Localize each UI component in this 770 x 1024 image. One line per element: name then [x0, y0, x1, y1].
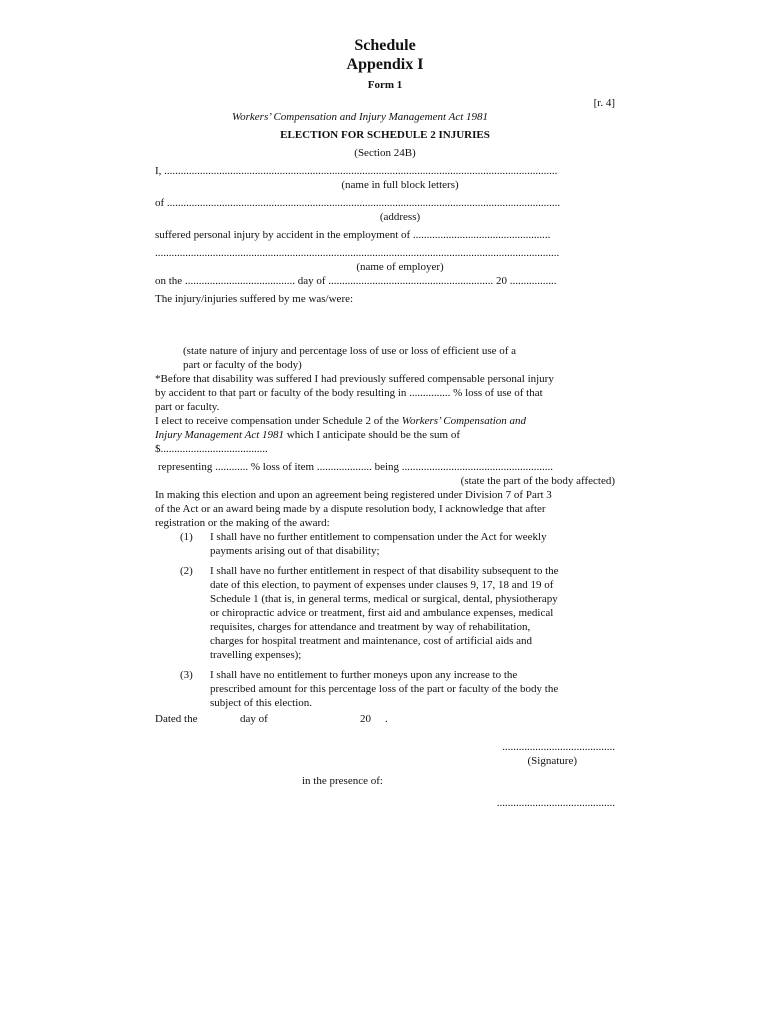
election-title: ELECTION FOR SCHEDULE 2 INJURIES — [280, 129, 490, 141]
injuries-intro: The injury/injuries suffered by me was/were: — [155, 293, 354, 305]
address-caption: (address) — [379, 211, 421, 223]
employer-field[interactable]: ................................................................................................................................................... — [155, 247, 560, 259]
year-label: 20 — [360, 713, 371, 725]
date-period: . — [385, 713, 388, 725]
injury-caption-2: part or faculty of the body) — [183, 359, 302, 371]
injury-date-field[interactable]: on the ........................................ day of ............................................................ 20 ................. — [155, 275, 557, 287]
employer-caption: (name of employer) — [356, 261, 444, 273]
section-reference: (Section 24B) — [354, 147, 416, 159]
dated-label: Dated the — [155, 713, 198, 725]
rule-reference: [r. 4] — [593, 97, 615, 109]
acknowledgement-list — [155, 530, 615, 710]
signature-field[interactable]: ......................................... — [502, 741, 615, 753]
part-caption: (state the part of the body affected) — [460, 475, 615, 487]
act-title: Workers’ Compensation and Injury Management Act 1981 — [231, 111, 489, 123]
making-line-2: of the Act or an award being made by a dispute resolution body, I acknowledge that after — [155, 503, 546, 515]
appendix-title: Appendix I — [346, 56, 424, 73]
employment-field[interactable]: suffered personal injury by accident in the employment of .................................................. — [155, 229, 551, 241]
prior-injury-line-1: *Before that disability was suffered I had previously suffered compensable personal injury — [155, 373, 554, 385]
injury-caption-1: (state nature of injury and percentage loss of use or loss of efficient use of a — [183, 345, 517, 357]
signature-caption: (Signature) — [527, 755, 577, 767]
day-of-label: day of — [240, 713, 268, 725]
injury-description-area[interactable] — [155, 306, 615, 344]
list-item: (2) I shall have no further entitlement in respect of that disability subsequent to the date of this election, to payment of expenses under clauses 9, 17, 18 and 19 of Schedule 1 (that is, in general terms, medical or surgical, dental, physiotherapy or chiropractic advice or treatment, first aid and ambulance expenses, medical requisites, charges for attendance and treatment by way of rehabilitation, charges for hospital treatment and maintenance, cost of artificial aids and travelling expenses); — [180, 565, 559, 661]
prior-injury-line-3: part or faculty. — [155, 401, 220, 413]
election-form — [155, 36, 615, 810]
prior-injury-line-2: by accident to that part or faculty of the body resulting in ............... % loss of use of that — [155, 387, 543, 399]
representing-field[interactable]: representing ............ % loss of item .................... being ....................................................... — [158, 461, 554, 473]
list-item: (3) I shall have no entitlement to further moneys upon any increase to the prescribed amount for this percentage loss of the part or faculty of the body the subject of this election. — [180, 669, 559, 709]
address-field[interactable]: of ............................................................................................................................................... — [155, 197, 561, 209]
schedule-title: Schedule — [354, 37, 416, 54]
sum-field[interactable]: $....................................... — [155, 443, 268, 455]
making-line-1: In making this election and upon an agreement being registered under Division 7 of Part 3 — [155, 489, 552, 501]
witness-signature-field[interactable]: ........................................... — [496, 797, 615, 809]
election-line-2: Injury Management Act 1981 which I anticipate should be the sum of — [155, 429, 460, 441]
making-line-3: registration or the making of the award: — [155, 517, 330, 529]
name-caption: (name in full block letters) — [341, 179, 459, 191]
name-field[interactable]: I, ............................................................................................................................................... — [155, 165, 558, 177]
form-number: Form 1 — [367, 79, 403, 91]
presence-label: in the presence of: — [302, 775, 383, 787]
list-item: (1) I shall have no further entitlement to compensation under the Act for weekly payments arising out of that disability; — [180, 531, 547, 557]
election-line-1: I elect to receive compensation under Schedule 2 of the Workers’ Compensation and — [155, 415, 527, 427]
dated-line — [155, 712, 615, 726]
